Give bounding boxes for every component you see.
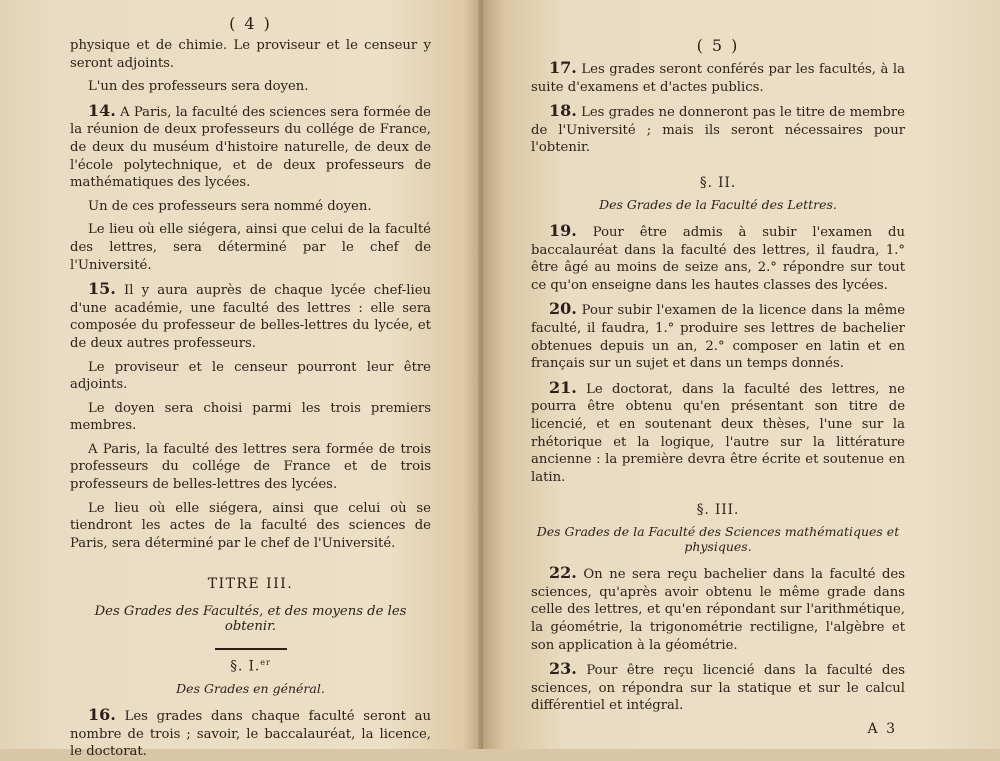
article-text: A Paris, la faculté des sciences sera formée de la réunion de deux professeurs du collége de France, de deux du muséum d'histoire naturelle, de deux de l'école polytechnique, et de deux professeurs de mathématiques des lycées. <box>70 104 431 191</box>
page-number-left: ( 4 ) <box>229 14 272 33</box>
paragraph-proviseur: Le proviseur et le censeur pourront leur être adjoints. <box>70 359 431 393</box>
left-page <box>0 0 483 760</box>
article-15 <box>70 280 431 352</box>
article-number: 21. <box>549 377 577 397</box>
page-number-right: ( 5 ) <box>696 36 740 55</box>
article-number: 14. <box>88 100 116 120</box>
article-16 <box>70 706 431 761</box>
section-1-label: §. I. <box>230 658 261 675</box>
right-page <box>483 0 1000 749</box>
paragraph-paris-lettres: A Paris, la faculté des lettres sera formée de trois professeurs du collége de France et de trois professeurs de belles-lettres des lycées. <box>70 441 431 493</box>
article-23 <box>531 660 905 715</box>
article-text: Pour être reçu licencié dans la faculté des sciences, on répondra sur la statique et sur le calcul différentiel et intégral. <box>531 663 905 714</box>
article-14 <box>70 102 431 192</box>
article-19 <box>531 222 905 294</box>
article-text: Pour subir l'examen de la licence dans la même faculté, il faudra, 1.° produire ses lettres de bachelier obtenues depuis un an, 2.° composer en latin et en français sur un sujet et dans un temps donnés. <box>531 303 906 372</box>
article-17 <box>531 59 905 96</box>
titre-subheading: Des Grades des Facultés, et des moyens de les obtenir. <box>94 604 407 635</box>
article-18 <box>531 102 905 157</box>
article-20 <box>531 300 905 372</box>
section-rule <box>215 648 287 650</box>
section-2-heading: §. II. <box>699 174 737 191</box>
article-text: Les grades ne donneront pas le titre de membre de l'Université ; mais ils seront nécessaires pour l'obtenir. <box>531 105 905 156</box>
section-1-superscript: er <box>260 658 271 668</box>
article-number: 23. <box>549 659 577 679</box>
paragraph-doyen-choisi: Le doyen sera choisi parmi les trois premiers membres. <box>70 400 431 434</box>
article-22 <box>531 564 905 654</box>
article-number: 16. <box>88 704 116 724</box>
paragraph-un-de-ces: Un de ces professeurs sera nommé doyen. <box>88 198 372 214</box>
article-text: Pour être admis à subir l'examen du baccalauréat dans la faculté des lettres, il faudra, 1.° être âgé au moins de seize ans, 2.° répondre sur tout ce qu'on enseigne dans les hautes classes des lycées. <box>531 224 905 293</box>
article-number: 18. <box>549 101 577 121</box>
article-number: 19. <box>549 220 577 240</box>
titre-heading: TITRE III. <box>207 576 294 593</box>
article-number: 20. <box>549 299 577 319</box>
article-text: On ne sera reçu bachelier dans la faculté des sciences, qu'après avoir obtenu le même grade dans celle des lettres, et qu'en répondant sur l'arithmétique, la géométrie, la trigonométrie rectiligne, l'algèbre et son application à la géométrie. <box>531 567 905 653</box>
paragraph-lieu-1: Le lieu où elle siégera, ainsi que celui de la faculté des lettres, sera déterminé par le chef de l'Université. <box>70 222 431 273</box>
article-text: Le doctorat, dans la faculté des lettres, ne pourra être obtenu qu'en présentant son titre de licencié, et en soutenant deux thèses, l'une sur la rhétorique et la logique, l'autre sur la littérature ancienne : la première devra être écrite et soutenue en latin. <box>531 381 905 485</box>
signature-mark: A 3 <box>867 721 897 738</box>
article-number: 15. <box>88 279 116 299</box>
paragraph-intro: physique et de chimie. Le proviseur et le censeur y seront adjoints. <box>70 38 431 71</box>
paragraph-doyen: L'un des professeurs sera doyen. <box>88 79 309 95</box>
section-2-subheading: Des Grades de la Faculté des Lettres. <box>599 196 837 212</box>
article-21 <box>531 379 905 487</box>
section-3-subheading: Des Grades de la Faculté des Sciences mathématiques et physiques. <box>536 524 900 555</box>
paragraph-lieu-2: Le lieu où elle siégera, ainsi que celui où se tiendront les actes de la faculté des sciences de Paris, sera déterminé par le chef de l'Université. <box>70 500 431 551</box>
section-1-subheading: Des Grades en général. <box>176 680 325 696</box>
section-3-heading: §. III. <box>696 502 740 519</box>
article-text: Les grades dans chaque faculté seront au nombre de trois ; savoir, le baccalauréat, la licence, le doctorat. <box>70 708 431 760</box>
article-number: 22. <box>549 563 577 583</box>
article-text: Les grades seront conférés par les facultés, à la suite d'examens et d'actes publics. <box>531 62 905 95</box>
article-number: 17. <box>549 58 577 77</box>
article-text: Il y aura auprès de chaque lycée chef-lieu d'une académie, une faculté des lettres : elle sera composée du professeur de belles-lettres du lycée, et de deux autres professeurs. <box>70 283 431 351</box>
section-1-heading <box>70 658 431 675</box>
